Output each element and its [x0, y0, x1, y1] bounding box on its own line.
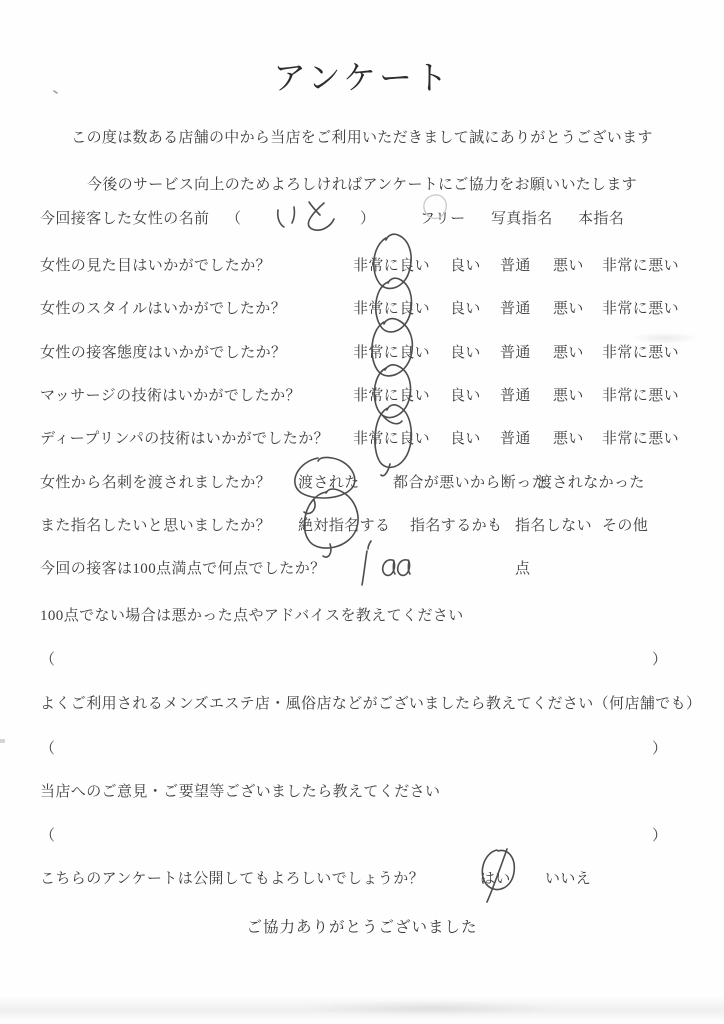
option-normal: 普通	[500, 258, 531, 274]
scan-smudge-right	[630, 332, 700, 344]
closing-message: ご協力ありがとうございました	[246, 919, 478, 936]
question-label: 女性の見た目はいかがでしたか？	[40, 258, 272, 274]
intro-line-1: この度は数ある店舗の中から当店をご利用いただきまして誠にありがとうございます	[71, 130, 653, 146]
question-row-advice	[0, 604, 724, 626]
question-label: 女性から名刺を渡されましたか？	[40, 475, 272, 491]
question-label: マッサージの技術はいかがでしたか？	[40, 388, 301, 404]
name-paren-open: （	[226, 211, 242, 227]
question-label: 女性の接客態度はいかがでしたか？	[40, 345, 287, 361]
question-row-deep-lymph	[0, 427, 724, 449]
option-bad: 悪い	[553, 345, 584, 361]
option-bad: 悪い	[553, 258, 584, 274]
question-row-card	[0, 471, 724, 493]
option-very-bad: 非常に悪い	[602, 431, 680, 447]
question-label: こちらのアンケートは公開してもよろしいでしょうか？	[40, 871, 425, 887]
option-normal: 普通	[500, 431, 531, 447]
option-good: 良い	[450, 258, 481, 274]
question-row-massage	[0, 384, 724, 406]
question-label: ディープリンパの技術はいかがでしたか？	[40, 431, 330, 447]
option-normal: 普通	[500, 388, 531, 404]
question-label: 女性のスタイルはいかがでしたか？	[40, 301, 287, 317]
name-row	[0, 207, 724, 229]
option-very-good: 非常に良い	[353, 258, 431, 274]
option-received: 渡された	[298, 475, 360, 491]
option-no: いいえ	[545, 871, 592, 887]
option-very-bad: 非常に悪い	[602, 258, 680, 274]
option-definitely: 絶対指名する	[298, 518, 391, 534]
question-row-attitude	[0, 341, 724, 363]
option-maybe: 指名するかも	[410, 518, 503, 534]
name-label: 今回接客した女性の名前	[40, 211, 210, 227]
option-declined: 都合が悪いから断った	[393, 475, 548, 491]
option-no: 指名しない	[515, 518, 593, 534]
option-very-bad: 非常に悪い	[602, 388, 680, 404]
option-hon-shimei: 本指名	[578, 211, 625, 227]
option-very-good: 非常に良い	[353, 431, 431, 447]
question-label: 100点でない場合は悪かった点やアドバイスを教えてください	[40, 608, 464, 624]
page-title: アンケート	[272, 61, 452, 97]
answer-paren-close: ）	[652, 652, 668, 668]
question-row-score	[0, 557, 724, 579]
option-good: 良い	[450, 431, 481, 447]
option-very-bad: 非常に悪い	[602, 301, 680, 317]
option-not-received: 渡されなかった	[537, 475, 645, 491]
scan-bottom-shadow	[0, 996, 724, 1022]
option-photo-shimei: 写真指名	[491, 211, 553, 227]
option-very-good: 非常に良い	[353, 301, 431, 317]
question-row-other-shops	[0, 692, 724, 714]
question-label: よくご利用されるメンズエステ店・風俗店などがございましたら教えてください（何店舗でも）	[40, 696, 702, 712]
option-good: 良い	[450, 388, 481, 404]
answer-paren-open: （	[40, 741, 56, 757]
option-normal: 普通	[500, 301, 531, 317]
option-very-good: 非常に良い	[353, 345, 431, 361]
answer-field-advice	[0, 648, 724, 670]
option-bad: 悪い	[553, 431, 584, 447]
answer-field-other-shops	[0, 737, 724, 759]
option-yes: はい	[480, 871, 511, 887]
answer-paren-close: ）	[652, 741, 668, 757]
option-normal: 普通	[500, 345, 531, 361]
intro-line-2: 今後のサービス向上のためよろしければアンケートにご協力をお願いいたします	[87, 177, 637, 193]
option-other: その他	[602, 518, 649, 534]
score-unit: 点	[515, 561, 531, 577]
option-bad: 悪い	[553, 388, 584, 404]
answer-paren-open: （	[40, 828, 56, 844]
option-very-good: 非常に良い	[353, 388, 431, 404]
answer-field-feedback	[0, 824, 724, 846]
question-label: また指名したいと思いましたか？	[40, 518, 272, 534]
option-bad: 悪い	[553, 301, 584, 317]
option-good: 良い	[450, 301, 481, 317]
option-free: フリー	[420, 211, 466, 227]
answer-paren-close: ）	[652, 828, 668, 844]
question-row-repeat	[0, 514, 724, 536]
option-good: 良い	[450, 345, 481, 361]
answer-paren-open: （	[40, 652, 56, 668]
name-paren-close: ）	[360, 211, 376, 227]
question-label: 当店へのご意見・ご要望等ございましたら教えてください	[40, 784, 441, 800]
question-label: 今回の接客は100点満点で何点でしたか？	[40, 561, 326, 577]
question-row-style	[0, 297, 724, 319]
question-row-looks	[0, 254, 724, 276]
question-row-publish	[0, 867, 724, 889]
question-row-feedback	[0, 780, 724, 802]
option-very-bad: 非常に悪い	[602, 345, 680, 361]
